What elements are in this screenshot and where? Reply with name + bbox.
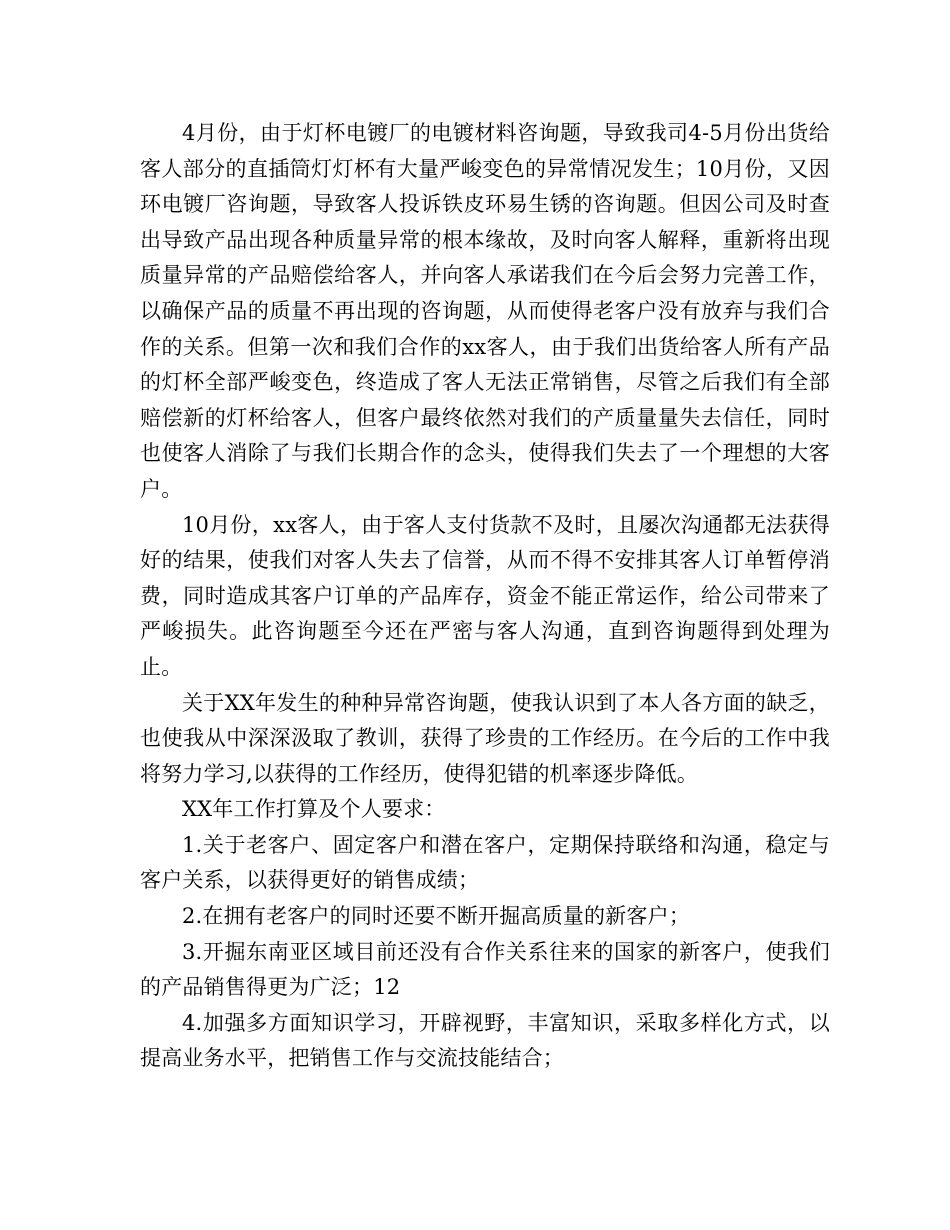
list-item-plan-1: 1.关于老客户、固定客户和潜在客户，定期保持联络和沟通，稳定与客户关系，以获得更好的销售成绩； (140, 832, 830, 893)
list-item-plan-4: 4.加强多方面知识学习，开辟视野，丰富知识，采取多样化方式，以提高业务水平，把销售工作与交流技能结合； (140, 1010, 830, 1071)
list-item-plan-2: 2.在拥有老客户的同时还要不断开掘高质量的新客户； (182, 904, 691, 929)
list-item-plan-3: 3.开掘东南亚区域目前还没有合作关系往来的国家的新客户，使我们的产品销售得更为广泛；12 (140, 939, 830, 1000)
document-body (140, 116, 830, 1077)
section-heading-work-plan: XX年工作打算及个人要求： (182, 797, 446, 822)
paragraph-payment-issue: 10月份，xx客人，由于客人支付货款不及时，且屡次沟通都无法获得好的结果，使我们对客人失去了信誉，从而不得不安排其客人订单暂停消费，同时造成其客户订单的产品库存，资金不能正常运作，给公司带来了严峻损失。此咨询题至今还在严密与客人沟通，直到咨询题得到处理为止。 (140, 512, 830, 679)
paragraph-lessons-learned: 关于XX年发生的种种异常咨询题，使我认识到了本人各方面的缺乏，也使我从中深深汲取了教训，获得了珍贵的工作经历。在今后的工作中我将努力学习,以获得的工作经历，使得犯错的机率逐步降低。 (140, 690, 830, 786)
paragraph-quality-issues: 4月份，由于灯杯电镀厂的电镀材料咨询题，导致我司4-5月份出货给客人部分的直插筒灯灯杯有大量严峻变色的异常情况发生；10月份，又因环电镀厂咨询题，导致客人投诉铁皮环易生锈的咨询题。但因公司及时查出导致产品出现各种质量异常的根本缘故，及时向客人解释，重新将出现质量异常的产品赔偿给客人，并向客人承诺我们在今后会努力完善工作，以确保产品的质量不再出现的咨询题，从而使得老客户没有放弃与我们合作的关系。但第一次和我们合作的xx客人，由于我们出货给客人所有产品的灯杯全部严峻变色，终造成了客人无法正常销售，尽管之后我们有全部赔偿新的灯杯给客人，但客户最终依然对我们的产质量量失去信任，同时也使客人消除了与我们长期合作的念头，使得我们失去了一个理想的大客户。 (140, 121, 830, 501)
